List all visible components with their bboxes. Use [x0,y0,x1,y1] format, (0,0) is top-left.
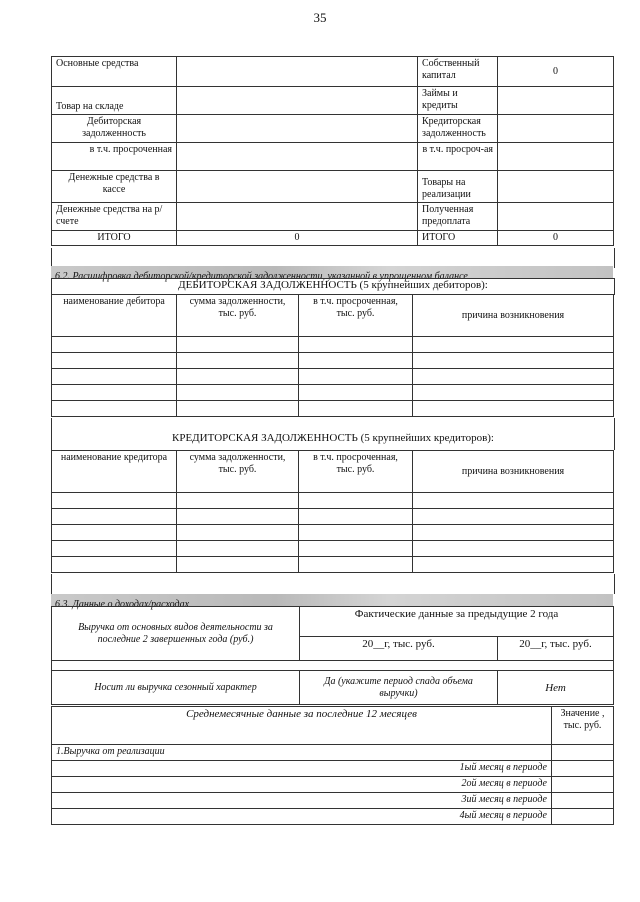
year1-cell[interactable]: 20__г, тыс. руб. [300,637,498,661]
table-cell[interactable] [177,337,299,353]
table-row [52,761,614,777]
month-value[interactable] [552,777,614,793]
balance-right-value[interactable] [498,203,614,231]
balance-right-value[interactable] [498,171,614,203]
balance-right-label: Собственный капитал [418,57,498,87]
table-cell[interactable] [177,493,299,509]
column-header: в т.ч. просроченная, тыс. руб. [299,295,413,337]
table-cell[interactable] [177,541,299,557]
sales-label: 1.Выручка от реализации [52,745,552,761]
column-header: наименование дебитора [52,295,177,337]
table-cell[interactable] [177,557,299,573]
table-row [52,493,614,509]
section-header [51,266,613,282]
month-label: 3ий месяц в периоде [52,793,552,809]
revenue-label: Выручка от основных видов деятельности за последние 2 завершенных года (руб.) [52,607,300,661]
seasonal-no-option[interactable]: Нет [498,671,614,705]
balance-right-label: Кредиторская задолженность [418,115,498,143]
table-row [52,661,614,671]
month-label: 2ой месяц в периоде [52,777,552,793]
table-cell[interactable] [413,369,614,385]
balance-right-label: Займы и кредиты [418,87,498,115]
table-row [52,143,614,171]
table-cell[interactable] [299,509,413,525]
table-row [52,401,614,417]
table-cell[interactable] [299,525,413,541]
balance-right-label: в т.ч. просроч-ая [418,143,498,171]
balance-total-label: ИТОГО [52,231,177,246]
table-cell[interactable] [299,401,413,417]
table-cell[interactable] [52,509,177,525]
balance-left-label: Денежные средства на р/счете [52,203,177,231]
table-cell[interactable] [413,509,614,525]
spacer [51,248,615,268]
table-row [52,203,614,231]
section-title: 6.2. Расшифровка дебиторской/кредиторской задолженности, указанной в упрощенном балансе [55,271,468,282]
table-cell[interactable] [52,385,177,401]
table-cell[interactable] [413,401,614,417]
table-cell[interactable] [413,525,614,541]
seasonal-label: Носит ли выручка сезонный характер [52,671,300,705]
table-cell[interactable] [52,557,177,573]
table-cell[interactable] [413,385,614,401]
table-cell[interactable] [177,401,299,417]
table-cell[interactable] [177,525,299,541]
month-label: 1ый месяц в периоде [52,761,552,777]
table-cell[interactable] [413,493,614,509]
table-cell[interactable] [299,385,413,401]
table-row [52,369,614,385]
table-cell[interactable] [177,509,299,525]
page-number: 35 [313,10,327,25]
balance-right-value[interactable] [498,87,614,115]
table-row [52,793,614,809]
table-row [52,607,614,637]
monthly-header: Среднемесячные данные за последние 12 месяцев [52,707,552,745]
balance-total-value[interactable]: 0 [177,231,418,246]
debtors-table [51,294,614,417]
creditors-table [51,450,614,573]
table-row [52,353,614,369]
month-value[interactable] [552,809,614,825]
table-row [52,231,614,246]
table-row [52,557,614,573]
column-header: наименование кредитора [52,451,177,493]
month-label: 4ый месяц в периоде [52,809,552,825]
table-row [52,745,614,761]
table-row [52,707,614,745]
table-cell[interactable] [413,353,614,369]
spacer [300,661,614,671]
table-cell[interactable] [299,493,413,509]
table-cell[interactable] [413,337,614,353]
table-cell[interactable] [52,493,177,509]
balance-left-label: Дебиторская задолженность [52,115,177,143]
balance-table [51,56,614,246]
table-cell[interactable] [413,541,614,557]
balance-left-value[interactable] [177,57,418,87]
table-cell[interactable] [52,369,177,385]
month-value[interactable] [552,793,614,809]
column-header: причина возникновения [413,295,614,337]
table-row [52,541,614,557]
table-row [52,509,614,525]
table-cell[interactable] [52,541,177,557]
table-cell[interactable] [413,557,614,573]
table-cell[interactable] [177,385,299,401]
year2-cell[interactable]: 20__г, тыс. руб. [498,637,614,661]
table-cell[interactable] [52,401,177,417]
table-cell[interactable] [299,541,413,557]
balance-left-value[interactable] [177,203,418,231]
table-row [52,777,614,793]
balance-right-label: Товары на реализации [418,171,498,203]
table-cell[interactable] [299,369,413,385]
table-row [52,87,614,115]
table-row [52,451,614,493]
seasonal-yes-option[interactable]: Да (укажите период спада объема выручки) [300,671,498,705]
balance-left-value[interactable] [177,115,418,143]
balance-total-label: ИТОГО [418,231,498,246]
column-header: в т.ч. просроченная, тыс. руб. [299,451,413,493]
table-row [52,57,614,87]
table-cell[interactable] [299,557,413,573]
table-cell[interactable] [552,745,614,761]
creditors-heading: КРЕДИТОРСКАЯ ЗАДОЛЖЕННОСТЬ (5 крупнейших кредиторов): [51,432,615,450]
value-header: Значение , тыс. руб. [552,707,614,745]
table-row [52,671,614,705]
spacer [51,574,615,594]
revenue-table [51,606,614,705]
column-header: сумма задолженности, тыс. руб. [177,295,299,337]
balance-left-value[interactable] [177,87,418,115]
spacer [52,661,300,671]
column-header: причина возникновения [413,451,614,493]
debtors-heading: ДЕБИТОРСКАЯ ЗАДОЛЖЕННОСТЬ (5 крупнейших дебиторов): [51,278,615,295]
balance-left-label: Денежные средства в кассе [52,171,177,203]
balance-left-label: Основные средства [52,57,177,87]
table-row [52,525,614,541]
balance-right-label: Полученная предоплата [418,203,498,231]
balance-left-label: в т.ч. просроченная [52,143,177,171]
balance-left-label: Товар на складе [52,87,177,115]
section-header [51,594,613,610]
section-title: 6.3. Данные о доходах/расходах [55,599,190,610]
balance-right-value[interactable]: 0 [498,57,614,87]
balance-left-value[interactable] [177,171,418,203]
table-row [52,115,614,143]
balance-right-value[interactable] [498,115,614,143]
table-cell[interactable] [177,353,299,369]
column-header: сумма задолженности, тыс. руб. [177,451,299,493]
balance-left-value[interactable] [177,143,418,171]
table-cell[interactable] [52,353,177,369]
monthly-table [51,706,614,825]
balance-right-value[interactable] [498,143,614,171]
table-cell[interactable] [177,369,299,385]
table-cell[interactable] [52,525,177,541]
month-value[interactable] [552,761,614,777]
spacer [51,418,615,432]
table-row [52,385,614,401]
table-cell[interactable] [299,337,413,353]
table-row [52,171,614,203]
actual-data-header: Фактические данные за предыдущие 2 года [300,607,614,637]
table-row [52,295,614,337]
table-row [52,337,614,353]
table-cell[interactable] [299,353,413,369]
table-cell[interactable] [52,337,177,353]
table-row [52,809,614,825]
balance-total-value[interactable]: 0 [498,231,614,246]
